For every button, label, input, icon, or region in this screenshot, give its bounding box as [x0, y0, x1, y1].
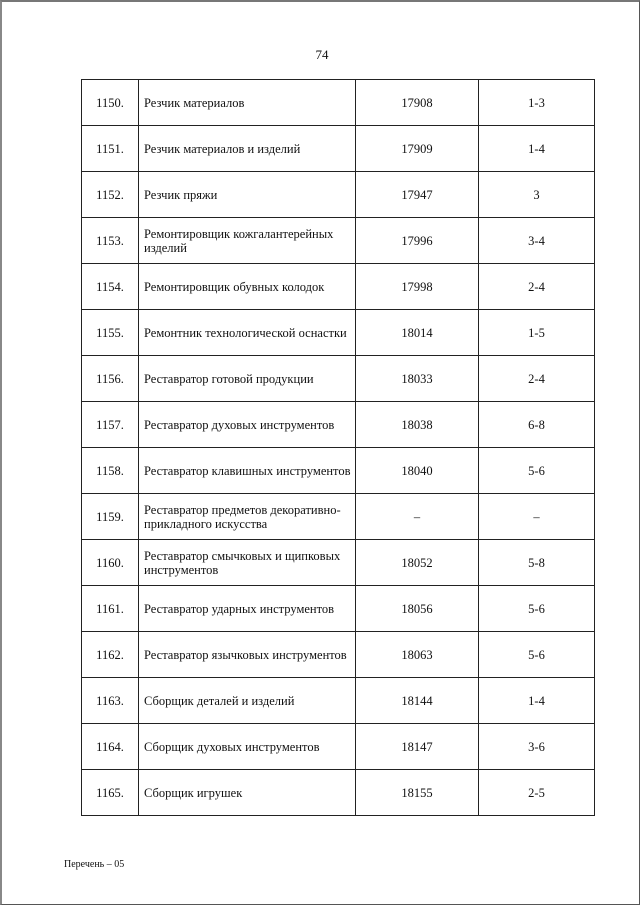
table-row	[82, 770, 595, 816]
table-row	[82, 678, 595, 724]
table-row	[82, 126, 595, 172]
row-number-cell: 1151.	[82, 126, 139, 172]
category-range-cell: 5-6	[479, 632, 595, 678]
profession-code-cell: 18052	[356, 540, 479, 586]
profession-name-cell: Реставратор предметов декоративно-прикладного искусства	[139, 494, 356, 540]
page-footer: Перечень – 05	[64, 859, 125, 870]
row-number-cell: 1153.	[82, 218, 139, 264]
category-range-cell: 2-5	[479, 770, 595, 816]
table-row	[82, 402, 595, 448]
category-range-cell: 1-5	[479, 310, 595, 356]
profession-name-cell: Резчик материалов и изделий	[139, 126, 356, 172]
category-range-cell: 3-4	[479, 218, 595, 264]
profession-code-cell: 17947	[356, 172, 479, 218]
row-number-cell: 1156.	[82, 356, 139, 402]
profession-code-cell: 18033	[356, 356, 479, 402]
profession-name-cell: Реставратор язычковых инструментов	[139, 632, 356, 678]
profession-code-cell: 17909	[356, 126, 479, 172]
profession-code-cell: 18038	[356, 402, 479, 448]
category-range-cell: 1-4	[479, 126, 595, 172]
category-range-cell: 6-8	[479, 402, 595, 448]
row-number-cell: 1152.	[82, 172, 139, 218]
profession-code-cell: 18144	[356, 678, 479, 724]
table-row	[82, 218, 595, 264]
table-row	[82, 80, 595, 126]
row-number-cell: 1150.	[82, 80, 139, 126]
profession-name-cell: Реставратор готовой продукции	[139, 356, 356, 402]
profession-code-cell: 18147	[356, 724, 479, 770]
table-body	[82, 80, 595, 816]
professions-table	[81, 79, 595, 816]
category-range-cell: 3	[479, 172, 595, 218]
profession-code-cell: 17998	[356, 264, 479, 310]
row-number-cell: 1163.	[82, 678, 139, 724]
profession-code-cell: 18040	[356, 448, 479, 494]
category-range-cell: 2-4	[479, 264, 595, 310]
page-number: 74	[315, 47, 329, 62]
profession-name-cell: Ремонтировщик кожгалантерейных изделий	[139, 218, 356, 264]
profession-code-cell: 18063	[356, 632, 479, 678]
table-row	[82, 448, 595, 494]
table-row	[82, 264, 595, 310]
profession-code-cell: 17996	[356, 218, 479, 264]
profession-name-cell: Ремонтник технологической оснастки	[139, 310, 356, 356]
profession-name-cell: Реставратор духовых инструментов	[139, 402, 356, 448]
profession-code-cell: 18014	[356, 310, 479, 356]
row-number-cell: 1164.	[82, 724, 139, 770]
table-row	[82, 540, 595, 586]
profession-name-cell: Сборщик игрушек	[139, 770, 356, 816]
row-number-cell: 1154.	[82, 264, 139, 310]
category-range-cell: 2-4	[479, 356, 595, 402]
profession-name-cell: Реставратор смычковых и щипковых инструментов	[139, 540, 356, 586]
profession-name-cell: Сборщик духовых инструментов	[139, 724, 356, 770]
profession-code-cell: –	[356, 494, 479, 540]
table-row	[82, 632, 595, 678]
table-row	[82, 494, 595, 540]
category-range-cell: 1-4	[479, 678, 595, 724]
profession-name-cell: Реставратор ударных инструментов	[139, 586, 356, 632]
category-range-cell: 5-8	[479, 540, 595, 586]
table-row	[82, 724, 595, 770]
profession-name-cell: Резчик материалов	[139, 80, 356, 126]
row-number-cell: 1159.	[82, 494, 139, 540]
category-range-cell: 1-3	[479, 80, 595, 126]
profession-code-cell: 17908	[356, 80, 479, 126]
table-row	[82, 172, 595, 218]
profession-code-cell: 18155	[356, 770, 479, 816]
row-number-cell: 1157.	[82, 402, 139, 448]
row-number-cell: 1158.	[82, 448, 139, 494]
profession-code-cell: 18056	[356, 586, 479, 632]
row-number-cell: 1165.	[82, 770, 139, 816]
category-range-cell: –	[479, 494, 595, 540]
profession-name-cell: Резчик пряжи	[139, 172, 356, 218]
profession-name-cell: Ремонтировщик обувных колодок	[139, 264, 356, 310]
profession-name-cell: Реставратор клавишных инструментов	[139, 448, 356, 494]
category-range-cell: 5-6	[479, 586, 595, 632]
row-number-cell: 1160.	[82, 540, 139, 586]
table-row	[82, 310, 595, 356]
profession-name-cell: Сборщик деталей и изделий	[139, 678, 356, 724]
table-row	[82, 356, 595, 402]
category-range-cell: 3-6	[479, 724, 595, 770]
table-row	[82, 586, 595, 632]
row-number-cell: 1162.	[82, 632, 139, 678]
category-range-cell: 5-6	[479, 448, 595, 494]
row-number-cell: 1155.	[82, 310, 139, 356]
row-number-cell: 1161.	[82, 586, 139, 632]
